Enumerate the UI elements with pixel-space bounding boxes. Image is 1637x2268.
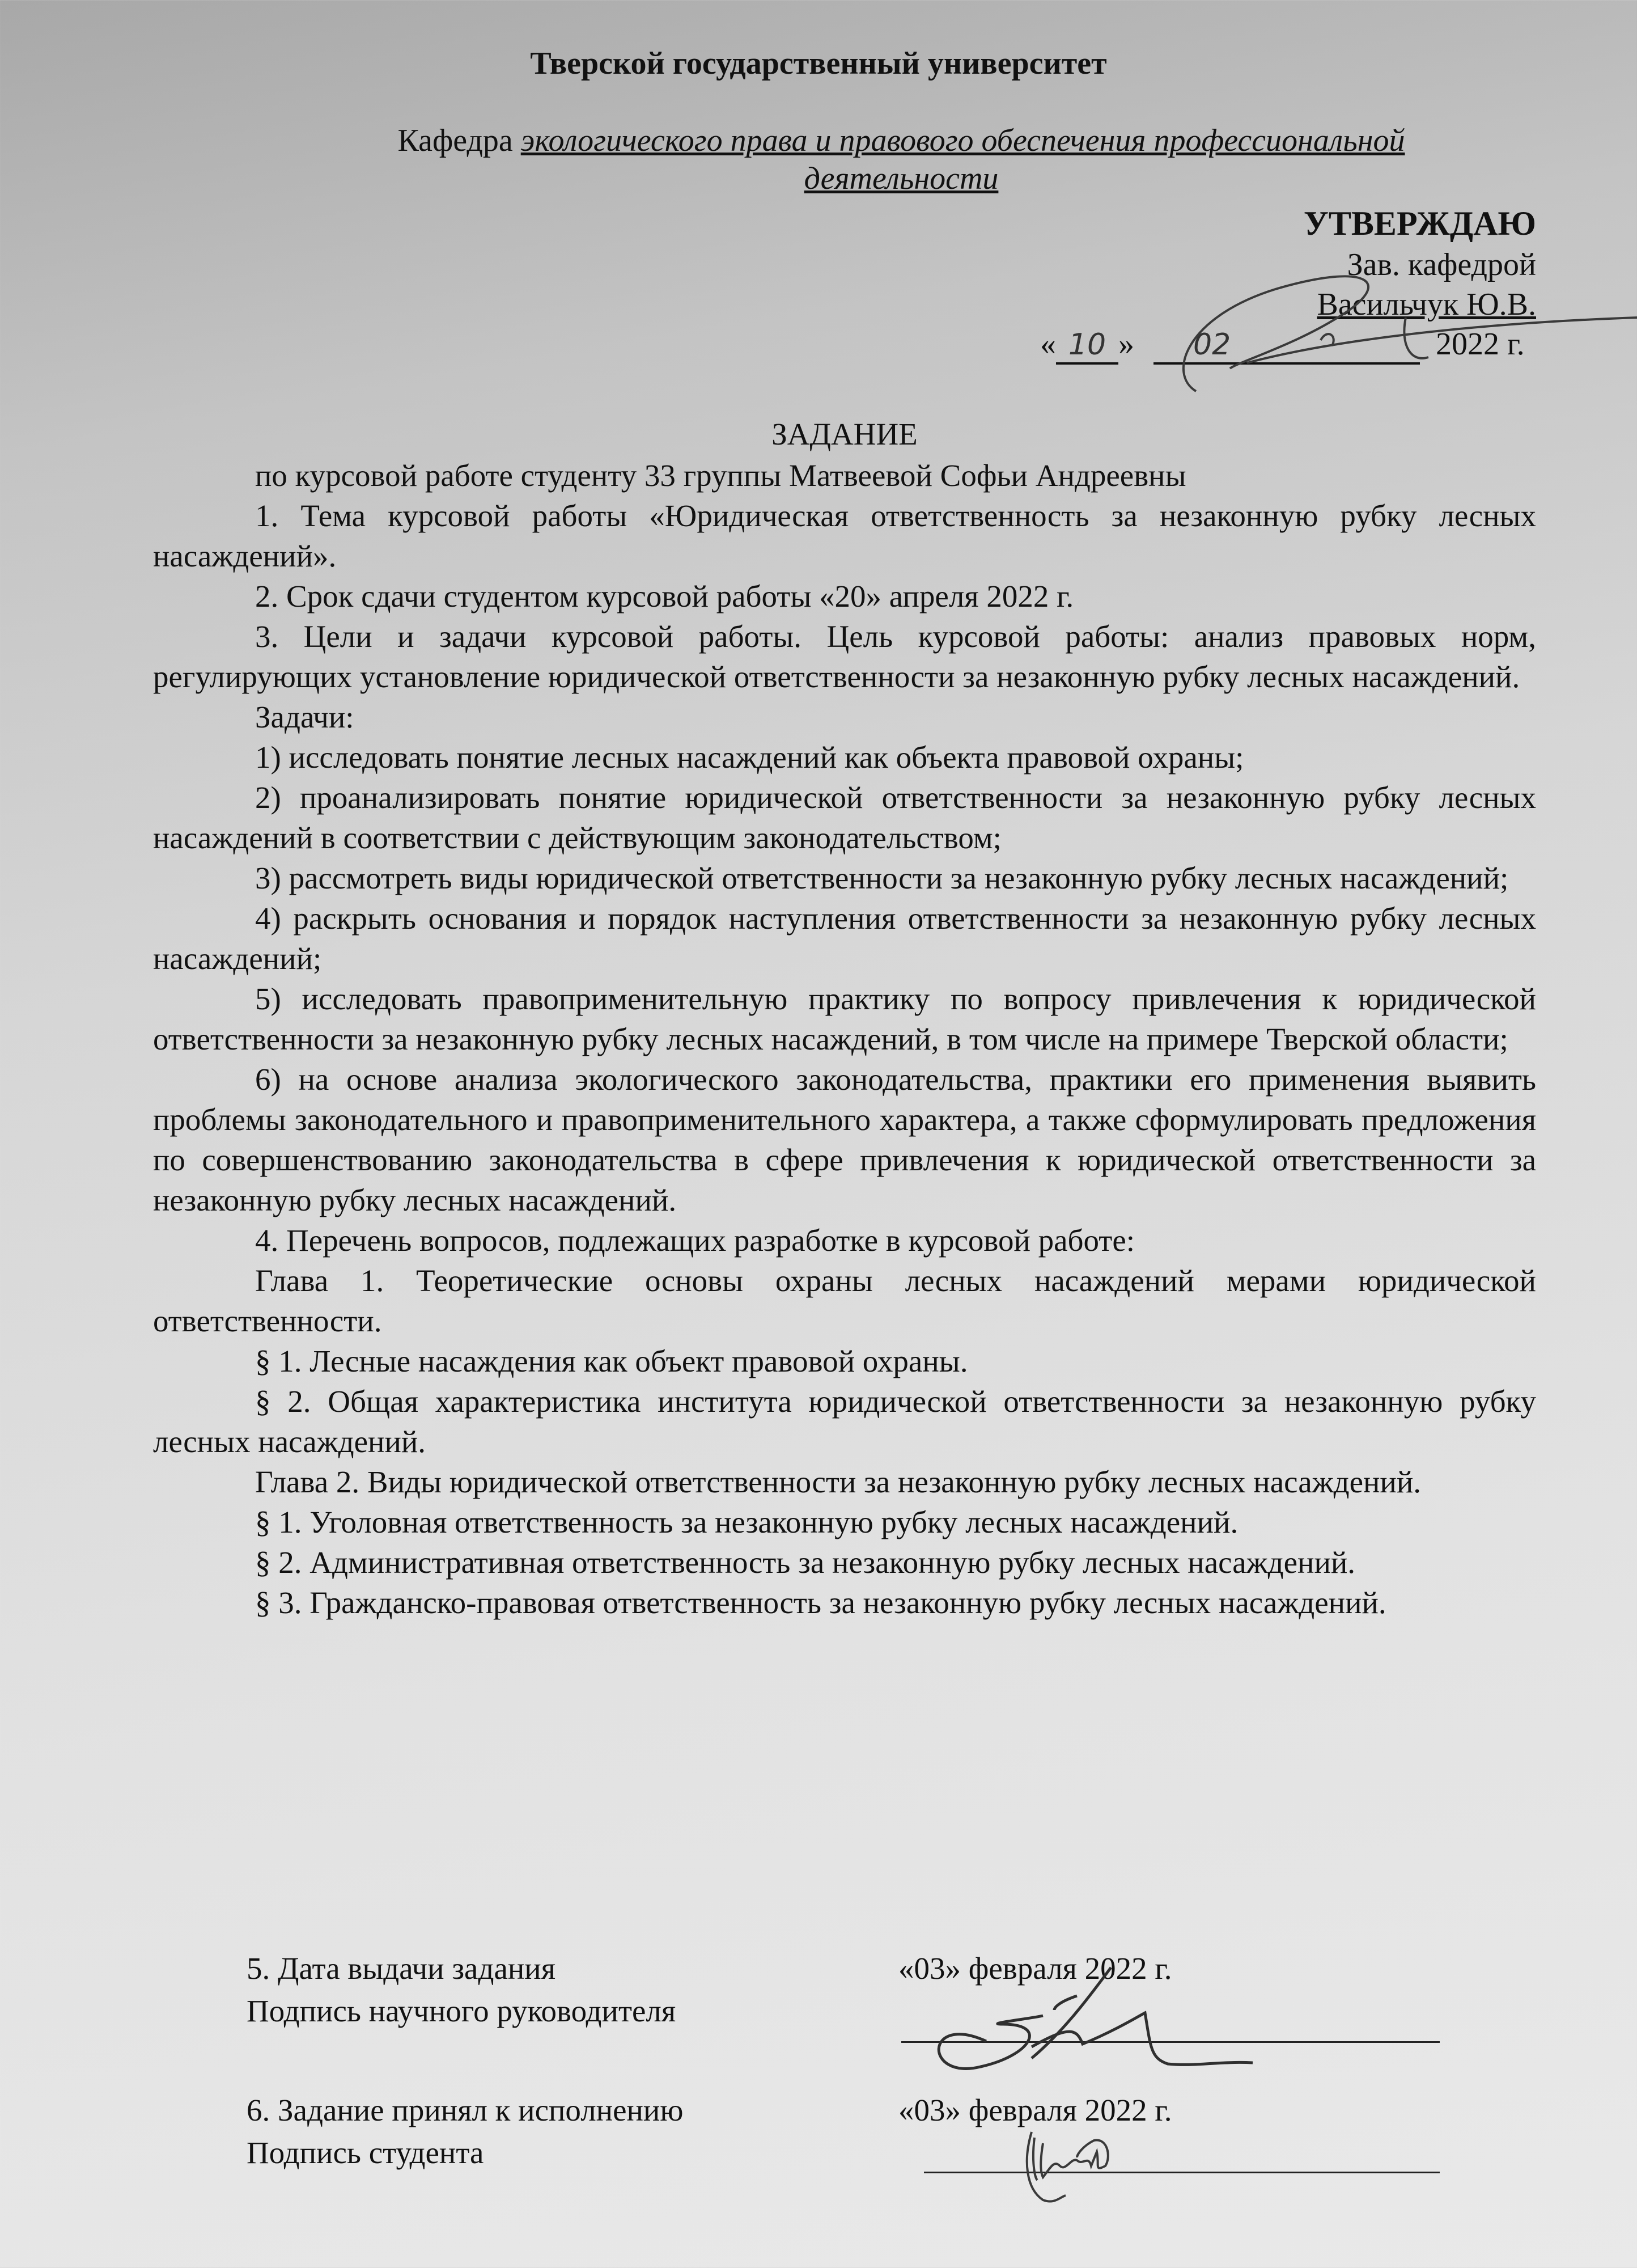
paragraph: 3. Цели и задачи курсовой работы. Цель курсовой работы: анализ правовых норм, регулирующих установление юридической ответственности за незаконную рубку лесных насаждений.	[153, 619, 1536, 694]
student-signature-icon	[1020, 2126, 1168, 2206]
section-item: § 2. Общая характеристика института юридической ответственности за незаконную рубку лесных насаждений.	[153, 1384, 1536, 1459]
supervisor-signature-icon	[901, 1962, 1411, 2075]
assignment-body	[153, 414, 1536, 1623]
section-item: § 1. Лесные насаждения как объект правовой охраны.	[255, 1344, 968, 1378]
approval-position: Зав. кафедрой	[1347, 247, 1536, 282]
department-line	[317, 122, 1485, 198]
chapter-heading: Глава 1. Теоретические основы охраны лесных насаждений мерами юридической ответственности.	[153, 1263, 1536, 1338]
department-name: экологического права и правового обеспечения профессиональной деятельности	[520, 123, 1405, 197]
department-prefix: Кафедра	[397, 123, 521, 158]
paragraph: 2. Срок сдачи студентом курсовой работы «20» апреля 2022 г.	[255, 579, 1074, 613]
student-signature-label: Подпись студента	[247, 2135, 484, 2170]
approval-date-day: 10	[1068, 328, 1106, 362]
supervisor-signature-label: Подпись научного руководителя	[247, 1994, 676, 2028]
approval-title: УТВЕРЖДАЮ	[1303, 205, 1536, 242]
quote-open: «	[1040, 327, 1056, 362]
task-item: 6) на основе анализа экологического законодательства, практики его применения выявить проблемы законодательного и правоприменительного характера, а также сформулировать предложения по совершенствованию законодательства в сфере привлечения к юридической ответственности за незаконную рубку лесных насаждений.	[153, 1062, 1536, 1217]
accept-date-value: «03» февраля 2022 г.	[898, 2093, 1172, 2127]
task-item: 3) рассмотреть виды юридической ответственности за незаконную рубку лесных насаждений;	[255, 861, 1509, 895]
university-name: Тверской государственный университет	[530, 46, 1107, 81]
paragraph: 4. Перечень вопросов, подлежащих разработке в курсовой работе:	[255, 1223, 1135, 1258]
assignment-title: ЗАДАНИЕ	[771, 417, 918, 451]
student-signature-line	[924, 2172, 1440, 2173]
section-item: § 2. Административная ответственность за незаконную рубку лесных насаждений.	[255, 1545, 1356, 1580]
chapter-heading: Глава 2. Виды юридической ответственности за незаконную рубку лесных насаждений.	[255, 1465, 1422, 1499]
task-item: 4) раскрыть основания и порядок наступления ответственности за незаконную рубку лесных насаждений;	[153, 901, 1536, 976]
issue-date-value: «03» февраля 2022 г.	[898, 1951, 1172, 1986]
issue-date-label: 5. Дата выдачи задания	[247, 1951, 556, 1986]
paragraph: Задачи:	[255, 700, 354, 734]
approval-date-year: 2022 г.	[1436, 327, 1525, 362]
paragraph: 1. Тема курсовой работы «Юридическая ответственность за незаконную рубку лесных насаждений».	[153, 498, 1536, 573]
section-item: § 1. Уголовная ответственность за незаконную рубку лесных насаждений.	[255, 1505, 1239, 1539]
quote-close: »	[1118, 327, 1134, 362]
task-item: 1) исследовать понятие лесных насаждений как объекта правовой охраны;	[255, 740, 1244, 775]
task-item: 2) проанализировать понятие юридической ответственности за незаконную рубку лесных насаждений в соответствии с действующим законодательством;	[153, 780, 1536, 855]
accept-label: 6. Задание принял к исполнению	[247, 2093, 684, 2127]
approval-name: Васильчук Ю.В.	[1317, 287, 1536, 322]
approval-date-month: 02	[1193, 328, 1231, 362]
section-item: § 3. Гражданско-правовая ответственность за незаконную рубку лесных насаждений.	[255, 1585, 1386, 1620]
task-item: 5) исследовать правоприменительную практику по вопросу привлечения к юридической ответственности за незаконную рубку лесных насаждений, в том числе на примере Тверской области;	[153, 981, 1536, 1056]
assignment-subtitle: по курсовой работе студенту 33 группы Матвеевой Софьи Андреевны	[255, 458, 1186, 493]
head-signature-icon	[1134, 249, 1637, 397]
